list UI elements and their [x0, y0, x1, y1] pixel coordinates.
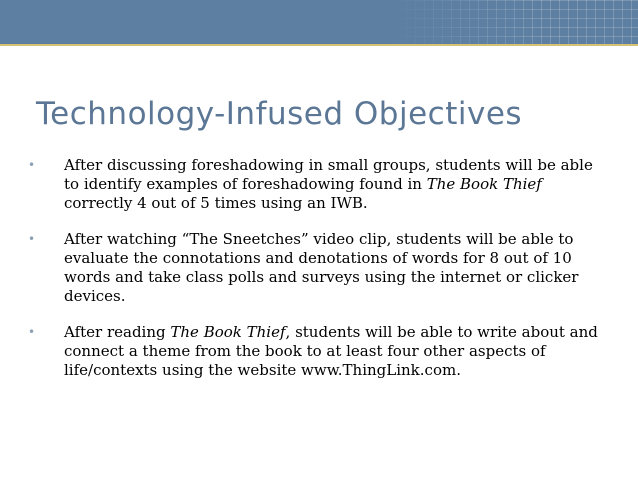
header-band: [0, 0, 638, 44]
book-title: The Book Thief: [426, 175, 542, 193]
objective-item-1: [28, 156, 608, 213]
objective-item-2: [28, 230, 608, 306]
header-grid-pattern: [388, 0, 638, 44]
objective-text-segment: After discussing foreshadowing in small groups, students will be able to identify examples of foreshadowing found in: [64, 156, 593, 193]
header-accent-line: [0, 44, 638, 46]
book-title: The Book Thief: [170, 323, 286, 341]
objective-text: [64, 230, 578, 305]
bullet-icon: •: [28, 158, 36, 172]
objective-text: [64, 323, 598, 379]
objective-text: [64, 156, 593, 212]
objectives-list: [28, 156, 608, 380]
bullet-icon: •: [28, 232, 36, 246]
slide-title: Technology-Infused Objectives: [36, 96, 523, 132]
objective-text-segment: After watching “The Sneetches” video clip, students will be able to evaluate the connotations and denotations of words for 8 out of 10 words and take class polls and surveys using the internet or clicker devices.: [64, 230, 579, 305]
objective-text-segment: After reading: [64, 323, 171, 341]
objective-item-3: [28, 323, 608, 380]
bullet-icon: •: [28, 325, 36, 339]
objective-text-segment: , students will be able to write about and connect a theme from the book to at least four other aspects of life/contexts using the website www.ThingLink.com.: [64, 323, 598, 379]
objective-text-segment: correctly 4 out of 5 times using an IWB.: [64, 194, 368, 212]
